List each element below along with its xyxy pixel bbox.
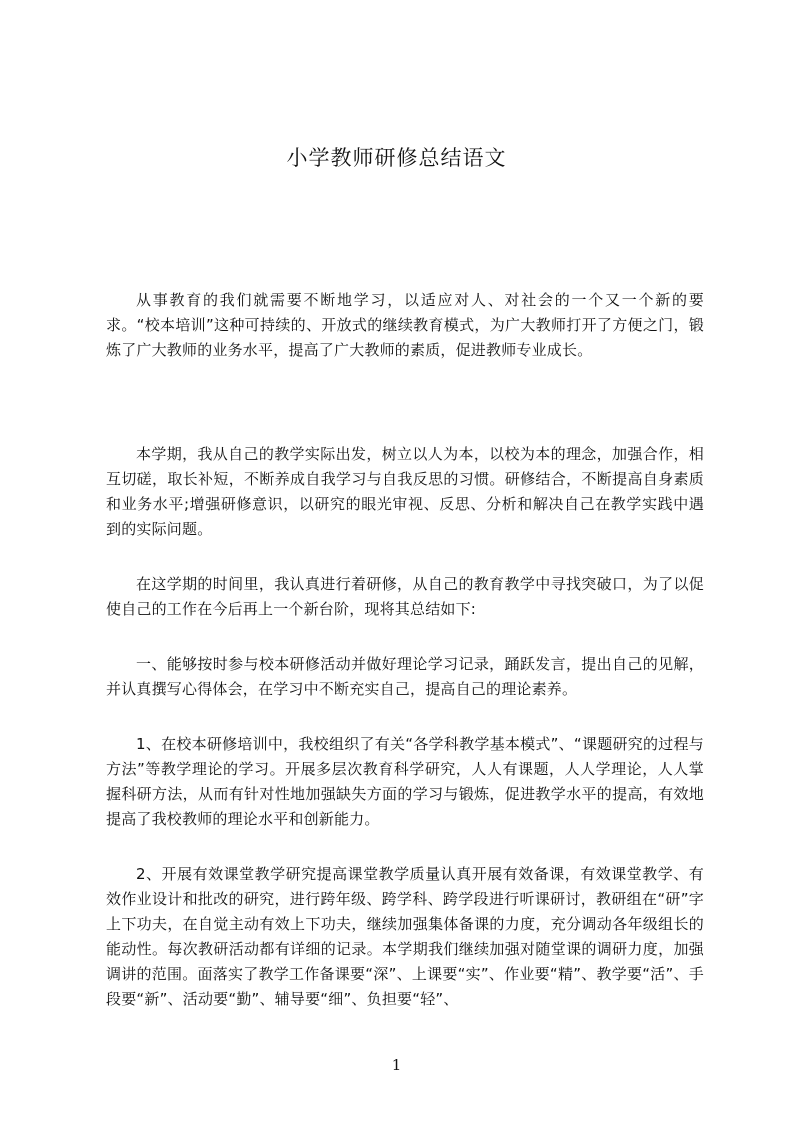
paragraph-summary-lead: 在这学期的时间里，我认真进行着研修，从自己的教育教学中寻找突破口，为了以促使自己的工作在今后再上一个新台阶，现将其总结如下:: [106, 575, 704, 618]
paragraph-item-one: 1、在校本研修培训中，我校组织了有关“各学科教学基本模式”、“课题研究的过程与方法”等教学理论的学习。开展多层次教育科学研究，人人有课题，人人学理论，人人掌握科研方法，从而有针对性地加强缺失方面的学习与锻炼，促进教学水平的提高，有效地提高了我校教师的理论水平和创新能力。: [106, 735, 704, 828]
paragraph-intro: 从事教育的我们就需要不断地学习，以适应对人、对社会的一个又一个新的要求。“校本培训”这种可持续的、开放式的继续教育模式，为广大教师打开了方便之门，锻炼了广大教师的业务水平，提高了广大教师的素质，促进教师专业成长。: [106, 291, 704, 359]
paragraph-item-two: 2、开展有效课堂教学研究提高课堂教学质量认真开展有效备课，有效课堂教学、有效作业设计和批改的研究，进行跨年级、跨学科、跨学段进行听课研讨，教研组在“研”字上下功夫，在自觉主动有效上下功夫，继续加强集体备课的力度，充分调动各年级组长的能动性。每次教研活动都有详细的记录。本学期我们继续加强对随堂课的调研力度，加强调讲的范围。面落实了教学工作备课要“深”、上课要“实”、作业要“精”、教学要“活”、手段要“新”、活动要“勤”、辅导要“细”、负担要“轻”、: [106, 865, 704, 1008]
page-title: 小学教师研修总结语文: [286, 146, 507, 170]
page-number: 1: [391, 1056, 402, 1074]
document-body: [106, 288, 704, 1012]
paragraph-semester: 本学期，我从自己的教学实际出发，树立以人为本，以校为本的理念，加强合作，相互切磋，取长补短，不断养成自我学习与自我反思的习惯。研修结合，不断提高自身素质和业务水平;增强研修意识，以研究的眼光审视、反思、分析和解决自己在教学实践中遇到的实际问题。: [106, 445, 704, 538]
paragraph-section-one: 一、能够按时参与校本研修活动并做好理论学习记录，踊跃发言，提出自己的见解，并认真撰写心得体会，在学习中不断充实自己，提高自己的理论素养。: [106, 655, 704, 698]
